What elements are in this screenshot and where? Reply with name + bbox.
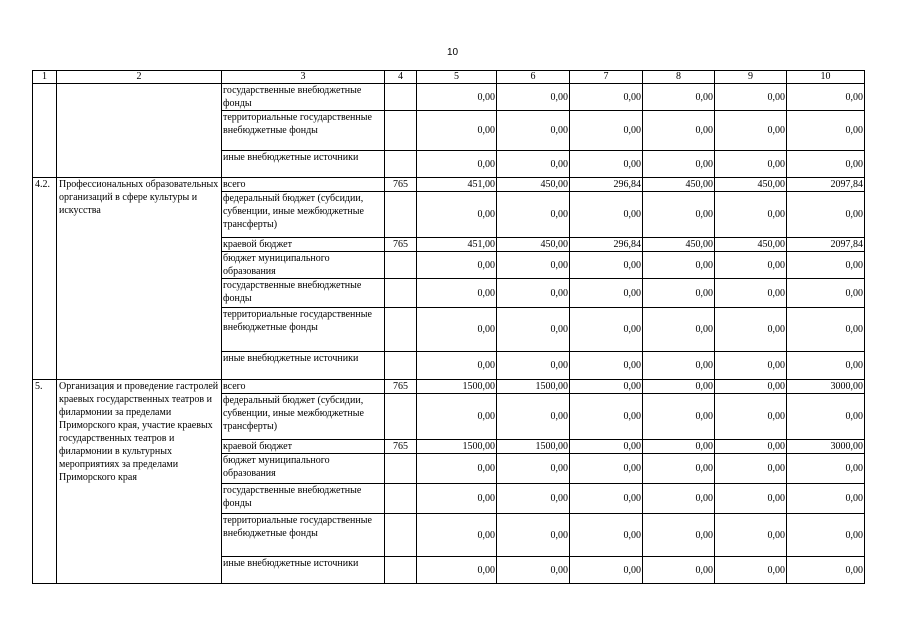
code-cell [385, 192, 417, 238]
table-body [33, 71, 865, 584]
header-cell: 3 [222, 71, 385, 84]
amount-cell: 0,00 [497, 192, 570, 238]
amount-cell: 0,00 [715, 279, 787, 308]
amount-cell: 0,00 [787, 111, 865, 151]
header-row [33, 71, 865, 84]
amount-cell: 0,00 [417, 192, 497, 238]
amount-cell: 0,00 [715, 440, 787, 454]
amount-cell: 450,00 [715, 238, 787, 252]
item-number-cell [33, 84, 57, 178]
amount-cell: 0,00 [497, 454, 570, 484]
amount-cell: 0,00 [570, 279, 643, 308]
header-cell: 7 [570, 71, 643, 84]
amount-cell: 0,00 [417, 308, 497, 352]
funding-source-cell: территориальные государственные внебюджетные фонды [222, 111, 385, 151]
code-cell [385, 484, 417, 514]
amount-cell: 0,00 [497, 308, 570, 352]
funding-source-cell: федеральный бюджет (субсидии, субвенции, иные межбюджетные трансферты) [222, 394, 385, 440]
amount-cell: 0,00 [417, 484, 497, 514]
amount-cell: 0,00 [570, 308, 643, 352]
amount-cell: 0,00 [787, 514, 865, 557]
amount-cell: 0,00 [787, 84, 865, 111]
funding-source-cell: иные внебюджетные источники [222, 352, 385, 380]
budget-table [32, 70, 865, 584]
amount-cell: 2097,84 [787, 178, 865, 192]
amount-cell: 0,00 [715, 308, 787, 352]
amount-cell: 2097,84 [787, 238, 865, 252]
amount-cell: 0,00 [787, 557, 865, 584]
amount-cell: 0,00 [570, 394, 643, 440]
amount-cell: 0,00 [787, 279, 865, 308]
amount-cell: 0,00 [570, 514, 643, 557]
amount-cell: 296,84 [570, 178, 643, 192]
amount-cell: 0,00 [497, 514, 570, 557]
amount-cell: 0,00 [787, 484, 865, 514]
amount-cell: 0,00 [570, 192, 643, 238]
amount-cell: 0,00 [643, 308, 715, 352]
amount-cell: 450,00 [643, 238, 715, 252]
amount-cell: 0,00 [715, 84, 787, 111]
amount-cell: 0,00 [570, 84, 643, 111]
funding-source-cell: всего [222, 380, 385, 394]
amount-cell: 0,00 [787, 308, 865, 352]
code-cell: 765 [385, 238, 417, 252]
funding-source-cell: иные внебюджетные источники [222, 151, 385, 178]
amount-cell: 0,00 [643, 151, 715, 178]
code-cell: 765 [385, 440, 417, 454]
table-row [33, 380, 865, 394]
amount-cell: 0,00 [570, 484, 643, 514]
amount-cell: 0,00 [417, 394, 497, 440]
code-cell [385, 514, 417, 557]
item-number-cell: 4.2. [33, 178, 57, 380]
code-cell [385, 394, 417, 440]
amount-cell: 0,00 [787, 394, 865, 440]
amount-cell: 451,00 [417, 238, 497, 252]
code-cell [385, 252, 417, 279]
amount-cell: 0,00 [497, 151, 570, 178]
funding-source-cell: федеральный бюджет (субсидии, субвенции, иные межбюджетные трансферты) [222, 192, 385, 238]
amount-cell: 0,00 [715, 394, 787, 440]
code-cell [385, 279, 417, 308]
amount-cell: 296,84 [570, 238, 643, 252]
amount-cell: 450,00 [497, 178, 570, 192]
funding-source-cell: бюджет муниципального образования [222, 252, 385, 279]
amount-cell: 0,00 [570, 252, 643, 279]
amount-cell: 0,00 [570, 454, 643, 484]
amount-cell: 0,00 [417, 279, 497, 308]
funding-source-cell: иные внебюджетные источники [222, 557, 385, 584]
amount-cell: 0,00 [417, 151, 497, 178]
amount-cell: 0,00 [715, 484, 787, 514]
amount-cell: 0,00 [570, 380, 643, 394]
amount-cell: 0,00 [643, 484, 715, 514]
amount-cell: 0,00 [715, 380, 787, 394]
amount-cell: 0,00 [787, 252, 865, 279]
item-description-cell: Организация и проведение гастролей краевых государственных театров и филармонии за пределами Приморского края, участие краевых государственных театров и филармонии в культурных мероприятиях за пределами Приморского края [57, 380, 222, 584]
amount-cell: 0,00 [570, 557, 643, 584]
amount-cell: 0,00 [787, 352, 865, 380]
amount-cell: 0,00 [417, 252, 497, 279]
amount-cell: 0,00 [497, 352, 570, 380]
table-row [33, 178, 865, 192]
amount-cell: 0,00 [787, 454, 865, 484]
amount-cell: 450,00 [643, 178, 715, 192]
funding-source-cell: государственные внебюджетные фонды [222, 484, 385, 514]
amount-cell: 0,00 [417, 454, 497, 484]
amount-cell: 0,00 [643, 192, 715, 238]
amount-cell: 0,00 [570, 352, 643, 380]
amount-cell: 0,00 [715, 111, 787, 151]
amount-cell: 0,00 [643, 352, 715, 380]
page-number: 10 [446, 47, 459, 58]
amount-cell: 0,00 [787, 151, 865, 178]
amount-cell: 1500,00 [417, 380, 497, 394]
amount-cell: 0,00 [570, 151, 643, 178]
amount-cell: 1500,00 [497, 440, 570, 454]
amount-cell: 0,00 [570, 440, 643, 454]
code-cell [385, 557, 417, 584]
amount-cell: 0,00 [497, 252, 570, 279]
amount-cell: 0,00 [643, 84, 715, 111]
funding-source-cell: бюджет муниципального образования [222, 454, 385, 484]
code-cell: 765 [385, 380, 417, 394]
amount-cell: 0,00 [643, 380, 715, 394]
code-cell: 765 [385, 178, 417, 192]
amount-cell: 0,00 [643, 440, 715, 454]
amount-cell: 0,00 [643, 394, 715, 440]
amount-cell: 0,00 [643, 279, 715, 308]
amount-cell: 0,00 [497, 484, 570, 514]
funding-source-cell: территориальные государственные внебюджетные фонды [222, 514, 385, 557]
item-number-cell: 5. [33, 380, 57, 584]
amount-cell: 0,00 [497, 279, 570, 308]
amount-cell: 1500,00 [417, 440, 497, 454]
amount-cell: 0,00 [417, 84, 497, 111]
amount-cell: 0,00 [643, 557, 715, 584]
amount-cell: 0,00 [497, 111, 570, 151]
code-cell [385, 308, 417, 352]
amount-cell: 0,00 [417, 111, 497, 151]
amount-cell: 0,00 [417, 352, 497, 380]
amount-cell: 0,00 [497, 394, 570, 440]
amount-cell: 0,00 [715, 252, 787, 279]
header-cell: 4 [385, 71, 417, 84]
funding-source-cell: территориальные государственные внебюджетные фонды [222, 308, 385, 352]
header-cell: 1 [33, 71, 57, 84]
funding-source-cell: государственные внебюджетные фонды [222, 279, 385, 308]
amount-cell: 0,00 [715, 151, 787, 178]
amount-cell: 0,00 [643, 252, 715, 279]
amount-cell: 0,00 [417, 557, 497, 584]
header-cell: 8 [643, 71, 715, 84]
amount-cell: 0,00 [715, 454, 787, 484]
amount-cell: 0,00 [570, 111, 643, 151]
header-cell: 9 [715, 71, 787, 84]
funding-source-cell: государственные внебюджетные фонды [222, 84, 385, 111]
amount-cell: 1500,00 [497, 380, 570, 394]
code-cell [385, 111, 417, 151]
code-cell [385, 84, 417, 111]
amount-cell: 3000,00 [787, 380, 865, 394]
code-cell [385, 151, 417, 178]
amount-cell: 0,00 [787, 192, 865, 238]
amount-cell: 0,00 [715, 514, 787, 557]
code-cell [385, 454, 417, 484]
amount-cell: 0,00 [715, 192, 787, 238]
funding-source-cell: всего [222, 178, 385, 192]
amount-cell: 3000,00 [787, 440, 865, 454]
code-cell [385, 352, 417, 380]
amount-cell: 0,00 [643, 514, 715, 557]
item-description-cell [57, 84, 222, 178]
amount-cell: 0,00 [497, 84, 570, 111]
amount-cell: 0,00 [715, 557, 787, 584]
amount-cell: 0,00 [715, 352, 787, 380]
funding-source-cell: краевой бюджет [222, 440, 385, 454]
header-cell: 5 [417, 71, 497, 84]
amount-cell: 0,00 [643, 111, 715, 151]
item-description-cell: Профессиональных образовательных организаций в сфере культуры и искусства [57, 178, 222, 380]
amount-cell: 450,00 [715, 178, 787, 192]
table-row [33, 84, 865, 111]
amount-cell: 450,00 [497, 238, 570, 252]
amount-cell: 0,00 [497, 557, 570, 584]
funding-source-cell: краевой бюджет [222, 238, 385, 252]
amount-cell: 0,00 [643, 454, 715, 484]
header-cell: 10 [787, 71, 865, 84]
amount-cell: 451,00 [417, 178, 497, 192]
header-cell: 6 [497, 71, 570, 84]
amount-cell: 0,00 [417, 514, 497, 557]
header-cell: 2 [57, 71, 222, 84]
